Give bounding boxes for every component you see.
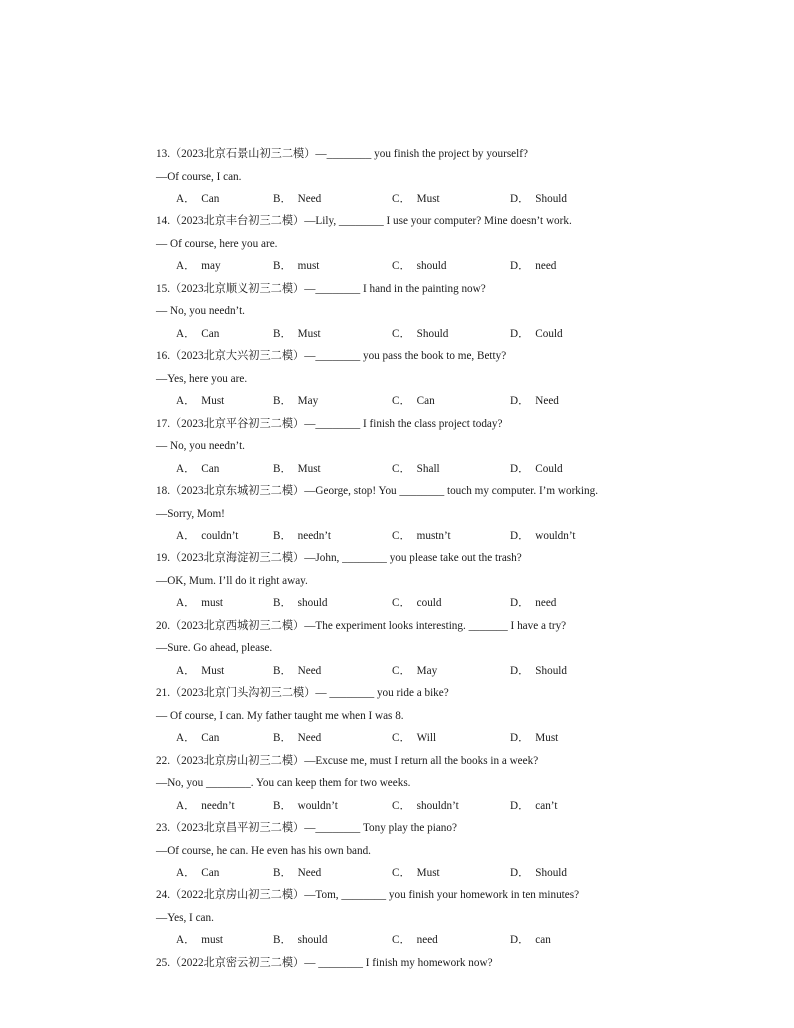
option-label: C． — [392, 193, 411, 205]
option-c — [392, 929, 438, 952]
option-d — [510, 795, 557, 818]
option-text: May — [297, 395, 319, 408]
option-label: B． — [273, 597, 292, 610]
option-text: Need — [297, 664, 322, 677]
option-b — [273, 727, 321, 750]
question-block — [156, 817, 676, 885]
question-block — [156, 884, 676, 952]
option-label: B． — [273, 732, 292, 745]
question-stem: 14.（2023北京丰台初三二模）—Lily, ________ I use your computer? Mine doesn’t work. — [156, 215, 572, 228]
options-row — [156, 323, 676, 346]
option-text: Should — [416, 327, 449, 340]
option-a — [176, 795, 235, 818]
option-c — [392, 795, 459, 818]
option-text: needn’t — [201, 799, 235, 812]
question-block — [156, 615, 676, 683]
option-d — [510, 390, 559, 413]
option-label: C． — [392, 934, 411, 947]
option-d — [510, 255, 556, 278]
option-c — [392, 323, 448, 346]
option-text: Need — [535, 395, 559, 408]
option-a — [176, 592, 223, 615]
option-text: Must — [201, 664, 225, 677]
option-text: need — [416, 934, 438, 947]
option-b — [273, 660, 321, 683]
options-row — [156, 255, 676, 278]
option-label: C． — [392, 462, 411, 475]
option-b — [273, 592, 328, 615]
option-label: D． — [510, 530, 530, 542]
option-c — [392, 862, 440, 885]
option-text: Must — [535, 732, 559, 745]
option-text: wouldn’t — [297, 799, 338, 812]
question-reply: —No, you ________. You can keep them for two weeks. — [156, 777, 411, 790]
option-label: C． — [392, 867, 411, 879]
question-stem: 25.（2022北京密云初三二模）— ________ I finish my homework now? — [156, 956, 493, 969]
option-label: A． — [176, 327, 196, 340]
option-b — [273, 458, 321, 481]
option-label: C． — [392, 260, 411, 273]
option-d — [510, 188, 567, 211]
option-text: Must — [297, 462, 321, 475]
option-text: should — [297, 597, 328, 610]
options-row — [156, 795, 676, 818]
question-stem: 19.（2023北京海淀初三二模）—John, ________ you please take out the trash? — [156, 552, 522, 565]
question-stem: 13.（2023北京石景山初三二模）—________ you finish the project by yourself? — [156, 148, 528, 160]
option-text: could — [416, 597, 442, 610]
option-b — [273, 323, 321, 346]
option-text: Can — [416, 395, 435, 408]
option-a — [176, 323, 219, 346]
option-text: May — [416, 664, 438, 677]
option-label: D． — [510, 732, 530, 745]
option-text: Must — [297, 327, 321, 340]
option-label: D． — [510, 462, 530, 475]
option-text: needn’t — [297, 530, 332, 542]
option-c — [392, 727, 436, 750]
option-a — [176, 255, 221, 278]
option-label: C． — [392, 597, 411, 610]
option-a — [176, 458, 219, 481]
question-block — [156, 143, 676, 211]
question-reply: — Of course, I can. My father taught me when I was 8. — [156, 709, 404, 722]
option-text: mustn’t — [416, 530, 451, 542]
option-label: A． — [176, 799, 196, 812]
option-label: B． — [273, 193, 292, 205]
option-label: A． — [176, 193, 196, 205]
question-reply: —Of course, I can. — [156, 170, 242, 183]
question-stem: 20.（2023北京西城初三二模）—The experiment looks interesting. _______ I have a try? — [156, 619, 567, 632]
option-b — [273, 862, 321, 885]
question-stem: 18.（2023北京东城初三二模）—George, stop! You ________ touch my computer. I’m working. — [156, 485, 598, 497]
option-a — [176, 525, 238, 548]
option-text: couldn’t — [201, 530, 239, 542]
option-label: D． — [510, 260, 530, 273]
options-row — [156, 188, 676, 211]
option-a — [176, 188, 219, 211]
question-block — [156, 682, 676, 750]
option-b — [273, 525, 331, 548]
question-block — [156, 547, 676, 615]
option-label: A． — [176, 664, 196, 677]
option-label: C． — [392, 799, 411, 812]
option-text: may — [201, 260, 221, 273]
options-row — [156, 929, 676, 952]
option-b — [273, 929, 328, 952]
option-d — [510, 458, 563, 481]
option-c — [392, 458, 440, 481]
option-label: C． — [392, 395, 411, 408]
question-block — [156, 210, 676, 278]
option-text: Can — [201, 193, 220, 205]
question-block — [156, 413, 676, 481]
options-row — [156, 727, 676, 750]
question-stem: 22.（2023北京房山初三二模）—Excuse me, must I return all the books in a week? — [156, 754, 539, 767]
option-a — [176, 727, 219, 750]
option-label: C． — [392, 530, 411, 542]
option-label: A． — [176, 530, 196, 542]
option-text: Should — [535, 664, 567, 677]
option-c — [392, 390, 435, 413]
option-c — [392, 525, 451, 548]
option-label: D． — [510, 597, 530, 610]
option-text: Should — [535, 193, 567, 205]
option-label: C． — [392, 664, 411, 677]
option-text: Could — [535, 327, 563, 340]
question-block — [156, 952, 676, 975]
question-stem: 21.（2023北京门头沟初三二模）— ________ you ride a bike? — [156, 687, 449, 700]
option-d — [510, 727, 558, 750]
option-b — [273, 188, 321, 211]
question-block — [156, 278, 676, 346]
option-text: must — [201, 597, 224, 610]
option-label: C． — [392, 732, 411, 745]
question-block — [156, 345, 676, 413]
option-label: D． — [510, 799, 530, 812]
option-label: B． — [273, 867, 292, 879]
option-text: Will — [416, 732, 437, 745]
option-label: B． — [273, 327, 292, 340]
option-d — [510, 929, 551, 952]
option-label: A． — [176, 395, 196, 408]
option-label: B． — [273, 664, 292, 677]
option-label: D． — [510, 664, 530, 677]
option-text: Could — [535, 462, 563, 475]
option-b — [273, 795, 338, 818]
option-text: can’t — [535, 799, 558, 812]
option-c — [392, 188, 440, 211]
option-label: A． — [176, 867, 196, 879]
option-text: should — [416, 260, 447, 273]
option-text: need — [535, 597, 557, 610]
option-label: D． — [510, 867, 530, 879]
question-block — [156, 750, 676, 818]
options-row — [156, 592, 676, 615]
option-c — [392, 255, 447, 278]
option-text: Must — [201, 395, 225, 408]
option-label: A． — [176, 934, 196, 947]
option-text: must — [297, 260, 320, 273]
question-reply: — No, you needn’t. — [156, 440, 245, 453]
option-d — [510, 660, 567, 683]
option-text: Can — [201, 327, 220, 340]
option-a — [176, 390, 224, 413]
option-c — [392, 660, 437, 683]
option-text: Can — [201, 732, 220, 745]
option-text: wouldn’t — [535, 530, 576, 542]
option-label: D． — [510, 934, 530, 947]
option-d — [510, 323, 563, 346]
option-d — [510, 525, 575, 548]
option-label: D． — [510, 193, 530, 205]
option-text: can — [535, 934, 551, 947]
option-label: C． — [392, 327, 411, 340]
option-text: should — [297, 934, 328, 947]
option-label: A． — [176, 462, 196, 475]
option-label: B． — [273, 934, 292, 947]
option-label: B． — [273, 462, 292, 475]
option-text: Must — [416, 867, 440, 879]
option-text: must — [201, 934, 224, 947]
option-text: need — [535, 260, 557, 273]
option-label: A． — [176, 260, 196, 273]
option-text: Can — [201, 462, 220, 475]
option-text: Can — [201, 867, 220, 879]
option-text: Must — [416, 193, 440, 205]
question-stem: 17.（2023北京平谷初三二模）—________ I finish the class project today? — [156, 417, 503, 430]
question-stem: 24.（2022北京房山初三二模）—Tom, ________ you finish your homework in ten minutes? — [156, 889, 580, 902]
question-reply: —Sure. Go ahead, please. — [156, 642, 273, 655]
question-reply: —Of course, he can. He even has his own band. — [156, 844, 371, 857]
option-label: B． — [273, 799, 292, 812]
option-b — [273, 390, 318, 413]
options-row — [156, 390, 676, 413]
option-text: Should — [535, 867, 567, 879]
question-reply: —OK, Mum. I’ll do it right away. — [156, 574, 308, 587]
question-reply: — No, you needn’t. — [156, 305, 245, 318]
question-stem: 15.（2023北京顺义初三二模）—________ I hand in the painting now? — [156, 282, 486, 295]
question-reply: —Yes, I can. — [156, 911, 214, 924]
option-text: Shall — [416, 462, 440, 475]
question-block — [156, 480, 676, 548]
option-b — [273, 255, 319, 278]
question-reply: —Yes, here you are. — [156, 372, 248, 385]
question-reply: — Of course, here you are. — [156, 237, 278, 250]
option-d — [510, 592, 556, 615]
option-d — [510, 862, 567, 885]
option-label: A． — [176, 597, 196, 610]
question-stem: 23.（2023北京昌平初三二模）—________ Tony play the piano? — [156, 822, 457, 834]
option-label: D． — [510, 395, 530, 408]
option-text: shouldn’t — [416, 799, 459, 812]
option-text: Need — [297, 193, 322, 205]
option-label: A． — [176, 732, 196, 745]
option-text: Need — [297, 867, 322, 879]
option-label: D． — [510, 327, 530, 340]
option-a — [176, 929, 223, 952]
option-label: B． — [273, 395, 292, 408]
question-stem: 16.（2023北京大兴初三二模）—________ you pass the book to me, Betty? — [156, 350, 507, 363]
option-text: Need — [297, 732, 322, 745]
options-row — [156, 458, 676, 481]
option-c — [392, 592, 442, 615]
options-row — [156, 525, 676, 548]
option-label: B． — [273, 260, 292, 273]
option-a — [176, 660, 224, 683]
options-row — [156, 862, 676, 885]
option-label: B． — [273, 530, 292, 542]
option-a — [176, 862, 219, 885]
options-row — [156, 660, 676, 683]
question-reply: —Sorry, Mom! — [156, 507, 225, 520]
